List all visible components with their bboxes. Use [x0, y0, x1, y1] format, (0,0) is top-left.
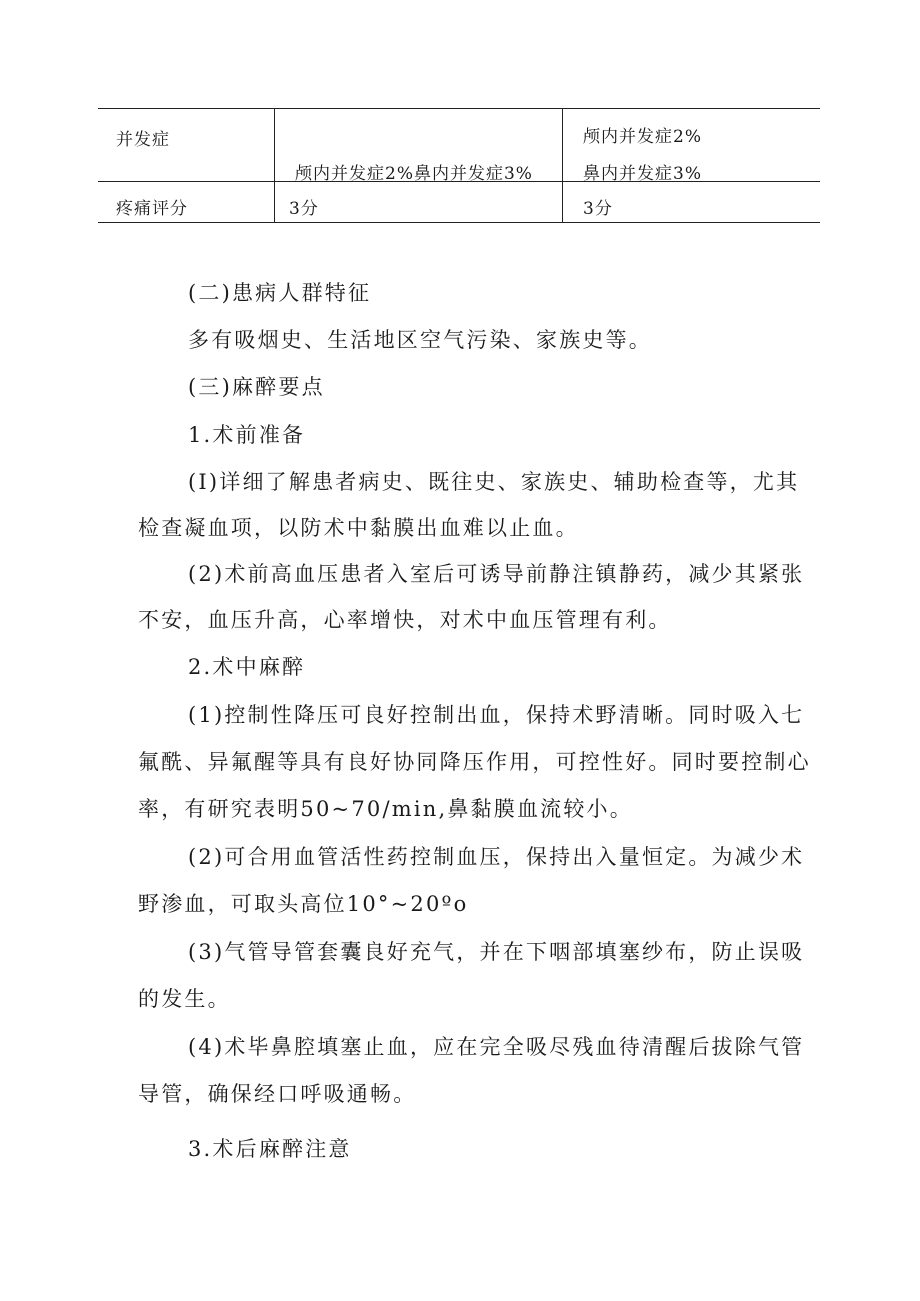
table-cell	[98, 182, 274, 222]
table-row	[98, 109, 820, 182]
cell-value-line1: 颅内并发症2%	[583, 127, 702, 147]
subsection-heading: 3.术后麻醉注意	[188, 1137, 352, 1161]
table-cell	[562, 182, 820, 222]
table-row	[98, 182, 820, 222]
paragraph: 多有吸烟史、生活地区空气污染、家族史等。	[188, 328, 652, 352]
cell-value: 颅内并发症2%鼻内并发症3%	[295, 164, 533, 184]
table-cell	[562, 109, 820, 184]
comparison-table	[98, 108, 820, 223]
subsection-heading: 1.术前准备	[188, 423, 306, 447]
paragraph-line: 检查凝血项，以防术中黏膜出血难以止血。	[138, 516, 579, 540]
paragraph-line: (1)控制性降压可良好控制出血，保持术野清晰。同时吸入七	[188, 703, 805, 727]
cell-value: 3分	[583, 199, 613, 219]
paragraph-line: (2)术前高血压患者入室后可诱导前静注镇静药，减少其紧张	[188, 562, 805, 586]
paragraph-line: (I)详细了解患者病史、既往史、家族史、辅助检查等，尤其	[188, 470, 800, 494]
paragraph-line: 不安，血压升高，心率增快，对术中血压管理有利。	[138, 608, 672, 632]
section-heading: (三)麻醉要点	[188, 375, 325, 399]
table-cell	[274, 109, 562, 184]
subsection-heading: 2.术中麻醉	[188, 655, 306, 679]
row-label-pain-score: 疼痛评分	[116, 199, 188, 219]
cell-value: 3分	[289, 199, 319, 219]
paragraph-line: 导管，确保经口呼吸通畅。	[138, 1082, 417, 1106]
paragraph-line: (4)术毕鼻腔填塞止血，应在完全吸尽残血待清醒后拔除气管	[188, 1035, 805, 1059]
paragraph-line: 野渗血，可取头高位10°~20ºo	[138, 892, 469, 916]
table-cell	[98, 109, 274, 181]
paragraph-line: 率，有研究表明50~70/min,鼻黏膜血流较小。	[138, 797, 633, 821]
table-cell	[274, 182, 562, 222]
paragraph-line: (2)可合用血管活性药控制血压，保持出入量恒定。为减少术	[188, 845, 805, 869]
paragraph-line: 的发生。	[138, 987, 231, 1011]
paragraph-line: 氟酰、异氟醒等具有良好协同降压作用，可控性好。同时要控制心	[138, 750, 811, 774]
cell-value-line2: 鼻内并发症3%	[583, 164, 702, 184]
section-heading: (二)患病人群特征	[188, 281, 372, 305]
paragraph-line: (3)气管导管套囊良好充气，并在下咽部填塞纱布，防止误吸	[188, 940, 805, 964]
row-label-complications: 并发症	[116, 130, 170, 150]
